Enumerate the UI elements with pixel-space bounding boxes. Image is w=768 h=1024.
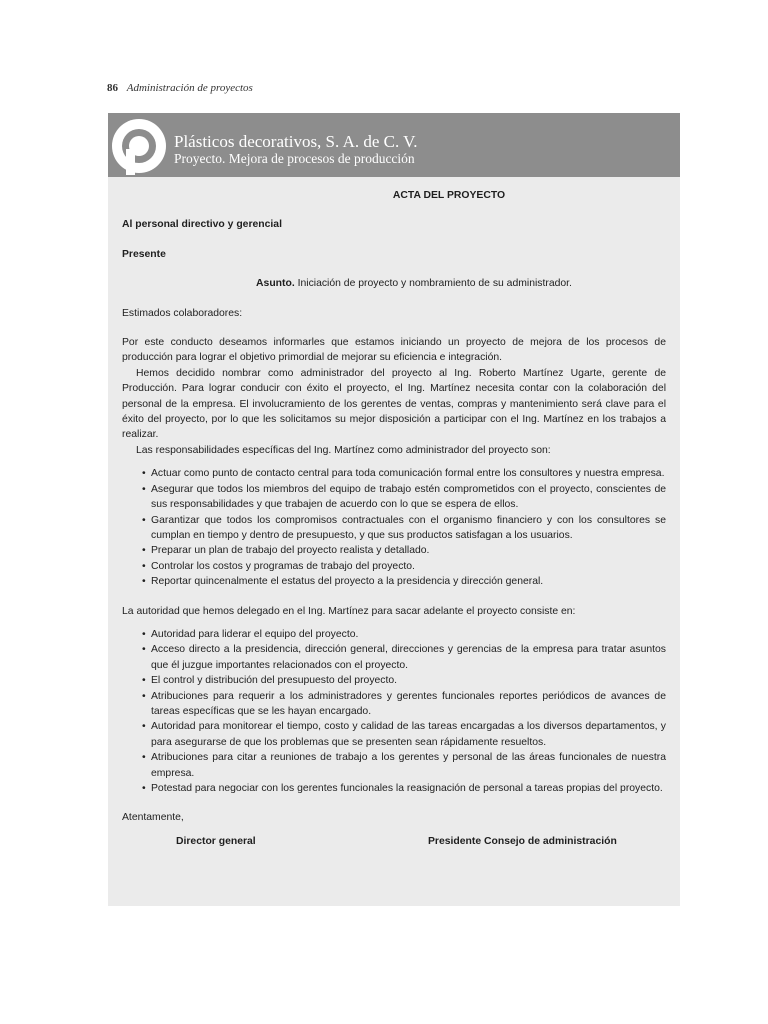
- paragraph-2: Hemos decidido nombrar como administrador del proyecto al Ing. Roberto Martínez Ugarte, gerente de Producción. Para lograr conducir con éxito el proyecto, el Ing. Martínez necesita contar con la colaboración del personal de la empresa. El involucramiento de los gerentes de ventas, compras y mantenimiento será clave para el éxito del proyecto, por lo que les solicitamos su mejor disposición a participar con el Ing. Martínez en los trabajos a realizar.: [122, 367, 666, 441]
- subject-text: Iniciación de proyecto y nombramiento de su administrador.: [294, 278, 572, 290]
- book-title: Administración de proyectos: [126, 82, 253, 94]
- list-item: • Potestad para negociar con los gerentes funcionales la reasignación de personal a tareas propias del proyecto.: [142, 781, 666, 796]
- running-head: [107, 82, 253, 94]
- company-logo-icon: [112, 119, 166, 173]
- document-panel: [108, 113, 680, 906]
- document-title: ACTA DEL PROYECTO: [392, 190, 506, 201]
- project-name: Proyecto. Mejora de procesos de producción: [174, 151, 415, 166]
- page-number: 86: [107, 82, 118, 94]
- list-item: • Preparar un plan de trabajo del proyecto realista y detallado.: [142, 543, 666, 558]
- paragraph-4: La autoridad que hemos delegado en el Ing. Martínez para sacar adelante el proyecto consiste en:: [122, 605, 576, 617]
- list-item: • Reportar quincenalmente el estatus del proyecto a la presidencia y dirección general.: [142, 574, 666, 589]
- list-item: • Garantizar que todos los compromisos contractuales con el organismo financiero y con los consultores se cumplan en tiempo y dentro de presupuesto, y que sus productos satisfagan a los usuarios.: [142, 513, 666, 544]
- company-name: Plásticos decorativos, S. A. de C. V.: [174, 132, 418, 151]
- list-item: • Atribuciones para citar a reuniones de trabajo a los gerentes y personal de las áreas funcionales de nuestra empresa.: [142, 750, 666, 781]
- subject-line: [162, 276, 666, 291]
- paragraph-1: Por este conducto deseamos informarles que estamos iniciando un proyecto de mejora de los procesos de producción para lograr el objetivo primordial de mejorar su eficiencia e integración.: [122, 337, 666, 364]
- authorities-list: [122, 627, 666, 796]
- company-banner: [108, 113, 680, 177]
- list-item: • Acceso directo a la presidencia, dirección general, direcciones y gerencias de la empresa para tratar asuntos que él juzgue importantes relacionados con el proyecto.: [142, 642, 666, 673]
- greeting: Estimados colaboradores:: [122, 307, 243, 319]
- subject-label: Asunto.: [256, 278, 295, 290]
- list-item: • El control y distribución del presupuesto del proyecto.: [142, 673, 666, 688]
- paragraph-3: Las responsabilidades específicas del Ing. Martínez como administrador del proyecto son:: [136, 444, 551, 456]
- signer-director: Director general: [176, 835, 256, 847]
- list-item: • Autoridad para monitorear el tiempo, costo y calidad de las tareas encargadas a los diversos departamentos, y para asegurarse de que los problemas que se presenten sean rápidamente resueltos.: [142, 719, 666, 750]
- list-item: • Atribuciones para requerir a los administradores y gerentes funcionales reportes periódicos de avances de tareas específicas que se les hayan encargado.: [142, 689, 666, 720]
- list-item: • Controlar los costos y programas de trabajo del proyecto.: [142, 559, 666, 574]
- list-item: • Autoridad para liderar el equipo del proyecto.: [142, 627, 666, 642]
- presente: Presente: [122, 248, 166, 260]
- responsibilities-list: [122, 466, 666, 589]
- list-item: • Actuar como punto de contacto central para toda comunicación formal entre los consultores y nuestra empresa.: [142, 466, 666, 481]
- list-item: • Asegurar que todos los miembros del equipo de trabajo estén comprometidos con el proyecto, conscientes de sus responsabilidades y que trabajen de acuerdo con lo que se espera de ellos.: [142, 482, 666, 513]
- addressee: Al personal directivo y gerencial: [122, 219, 282, 231]
- signer-president: Presidente Consejo de administración: [428, 835, 617, 847]
- letter-body: [122, 188, 666, 850]
- closing: Atentamente,: [122, 812, 184, 824]
- signatures: [122, 834, 666, 850]
